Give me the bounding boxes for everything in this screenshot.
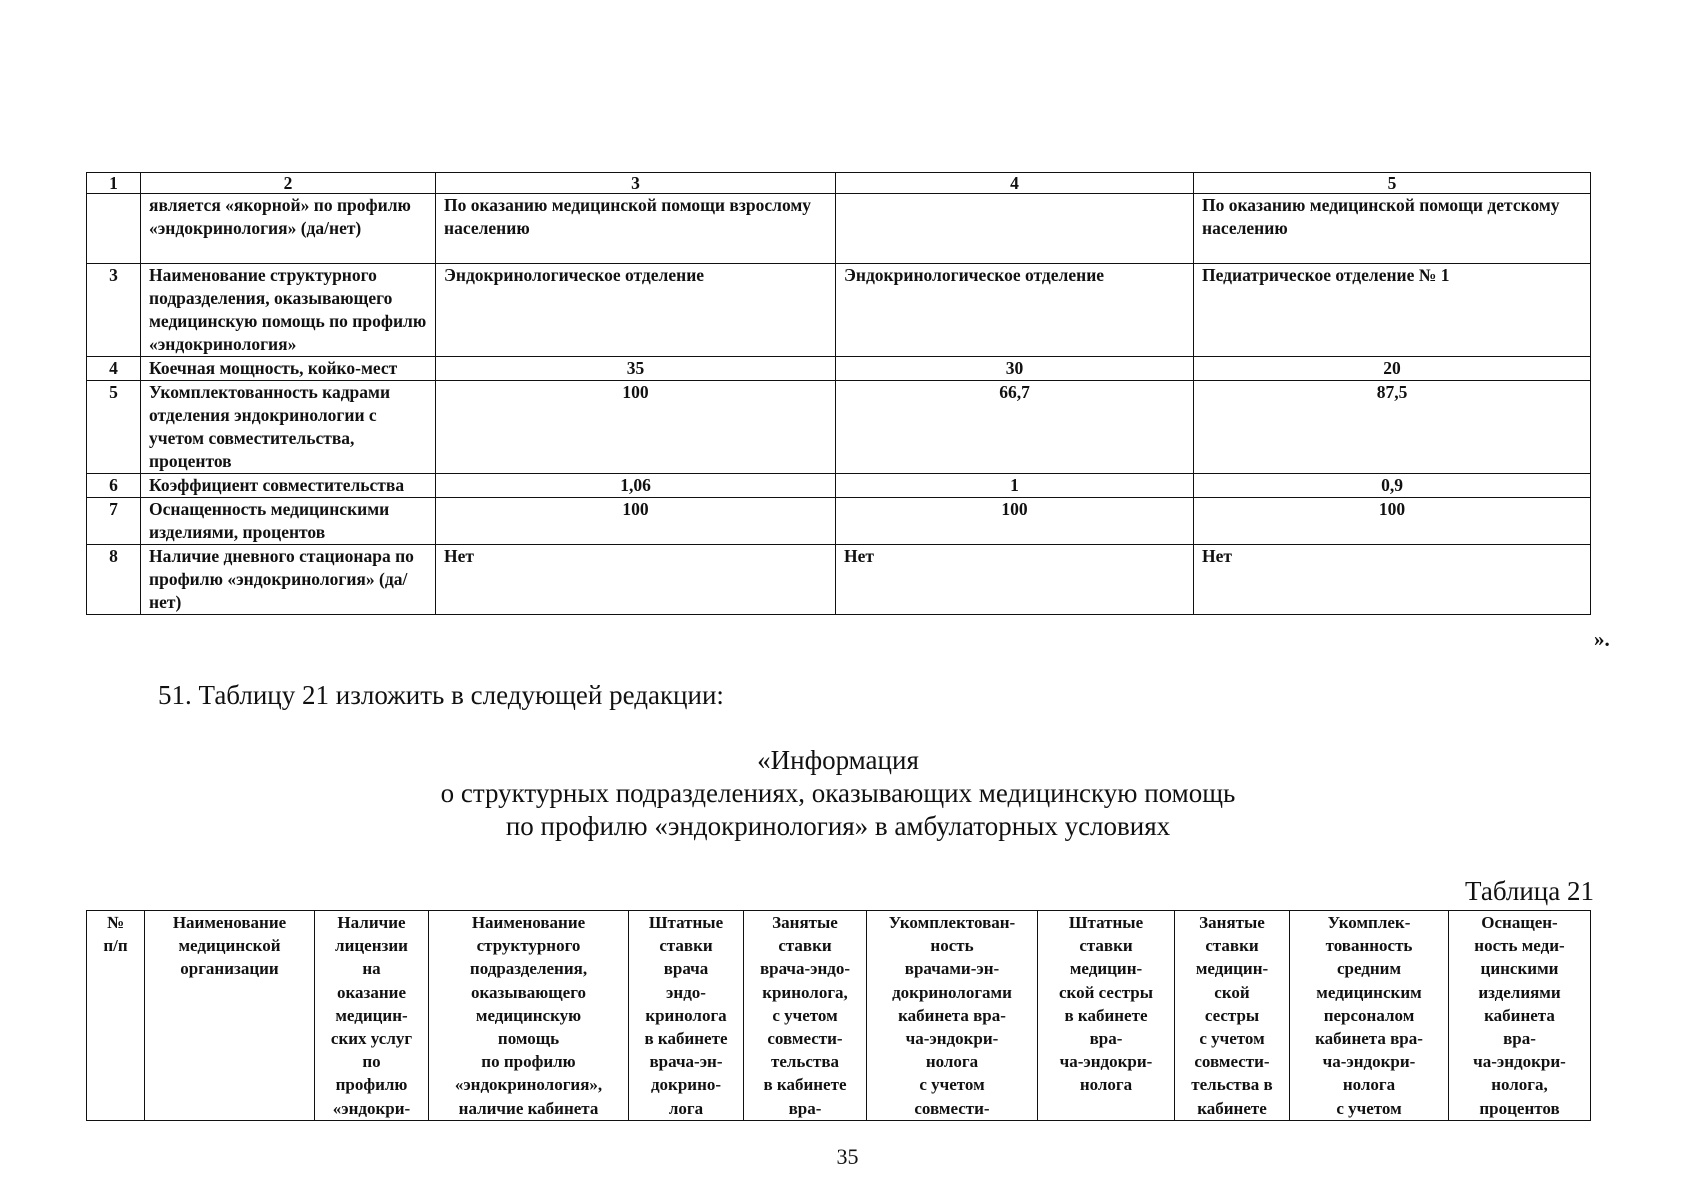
cell-col3: Эндокринологическое отделение (436, 264, 836, 357)
column-header: Наименование структурного подразделения, оказывающего медицинскую помощь по профилю «эндокринология», наличие кабинета (429, 911, 629, 1121)
cell-col5: Педиатрическое отделение № 1 (1194, 264, 1591, 357)
cell-col5: 87,5 (1194, 381, 1591, 474)
header-cell: 5 (1194, 173, 1591, 194)
closing-quote: ». (1594, 627, 1610, 651)
row-number: 8 (87, 545, 141, 615)
cell-col4: 100 (836, 498, 1194, 545)
cell-col4: Эндокринологическое отделение (836, 264, 1194, 357)
row-label: Укомплектованность кадрами отделения эндокринологии с учетом совместительства, процентов (141, 381, 436, 474)
row-number: 4 (87, 357, 141, 381)
row-label: является «якорной» по профилю «эндокринология» (да/нет) (141, 194, 436, 264)
column-header: Укомплек- тованность средним медицинским персоналом кабинета вра- ча-эндокри- нолога с учетом (1290, 911, 1449, 1121)
cell-col3: 1,06 (436, 474, 836, 498)
row-label: Оснащенность медицинскими изделиями, процентов (141, 498, 436, 545)
cell-col5: 0,9 (1194, 474, 1591, 498)
row-number: 5 (87, 381, 141, 474)
table-20-continuation (86, 172, 1591, 615)
header-row (87, 173, 1591, 194)
cell-col3: Нет (436, 545, 836, 615)
cell-col5: Нет (1194, 545, 1591, 615)
cell-col3: 100 (436, 498, 836, 545)
table-label: Таблица 21 (1465, 876, 1594, 906)
row-number (87, 194, 141, 264)
table-row (87, 545, 1591, 615)
title-line: по профилю «эндокринология» в амбулаторных условиях (505, 811, 1171, 841)
column-header: № п/п (87, 911, 145, 1121)
column-header: Штатные ставки врача эндо- кринолога в кабинете врача-эн- докрино- лога (629, 911, 744, 1121)
header-cell: 3 (436, 173, 836, 194)
column-header: Штатные ставки медицин- ской сестры в кабинете вра- ча-эндокри- нолога (1038, 911, 1175, 1121)
cell-col4: 1 (836, 474, 1194, 498)
header-cell: 2 (141, 173, 436, 194)
table-row (87, 498, 1591, 545)
row-label: Наименование структурного подразделения, оказывающего медицинскую помощь по профилю «эндокринология» (141, 264, 436, 357)
row-label: Коечная мощность, койко-мест (141, 357, 436, 381)
column-header: Наименование медицинской организации (145, 911, 315, 1121)
header-cell: 4 (836, 173, 1194, 194)
row-number: 3 (87, 264, 141, 357)
cell-col4: 66,7 (836, 381, 1194, 474)
table-row (87, 357, 1591, 381)
column-header: Занятые ставки медицин- ской сестры с учетом совмести- тельства в кабинете (1175, 911, 1290, 1121)
table-21-title (86, 744, 1590, 843)
cell-col4: Нет (836, 545, 1194, 615)
row-number: 6 (87, 474, 141, 498)
column-header: Наличие лицензии на оказание медицин- ских услуг по профилю «эндокри- (315, 911, 429, 1121)
title-line: о структурных подразделениях, оказывающих медицинскую помощь (440, 778, 1236, 808)
column-header: Оснащен- ность меди- цинскими изделиями кабинета вра- ча-эндокри- нолога, процентов (1449, 911, 1591, 1121)
cell-col5: 20 (1194, 357, 1591, 381)
cell-col4: 30 (836, 357, 1194, 381)
table-row (87, 381, 1591, 474)
table-21 (86, 910, 1591, 1121)
row-number: 7 (87, 498, 141, 545)
cell-col5: По оказанию медицинской помощи детскому населению (1194, 194, 1591, 264)
title-line: «Информация (757, 745, 919, 775)
cell-col3: 100 (436, 381, 836, 474)
table-row (87, 194, 1591, 264)
column-header: Занятые ставки врача-эндо- кринолога, с учетом совмести- тельства в кабинете вра- (744, 911, 867, 1121)
amendment-item-51: 51. Таблицу 21 изложить в следующей редакции: (158, 680, 724, 710)
column-header: Укомплектован- ность врачами-эн- докринологами кабинета вра- ча-эндокри- нолога с учетом совмести- (867, 911, 1038, 1121)
table-row (87, 264, 1591, 357)
cell-col3: По оказанию медицинской помощи взрослому населению (436, 194, 836, 264)
header-cell: 1 (87, 173, 141, 194)
table-row (87, 474, 1591, 498)
table-21-header-row (87, 911, 1591, 1121)
row-label: Коэффициент совместительства (141, 474, 436, 498)
cell-col4 (836, 194, 1194, 264)
page-number: 35 (836, 1144, 859, 1169)
cell-col5: 100 (1194, 498, 1591, 545)
cell-col3: 35 (436, 357, 836, 381)
row-label: Наличие дневного стационара по профилю «эндокринология» (да/нет) (141, 545, 436, 615)
